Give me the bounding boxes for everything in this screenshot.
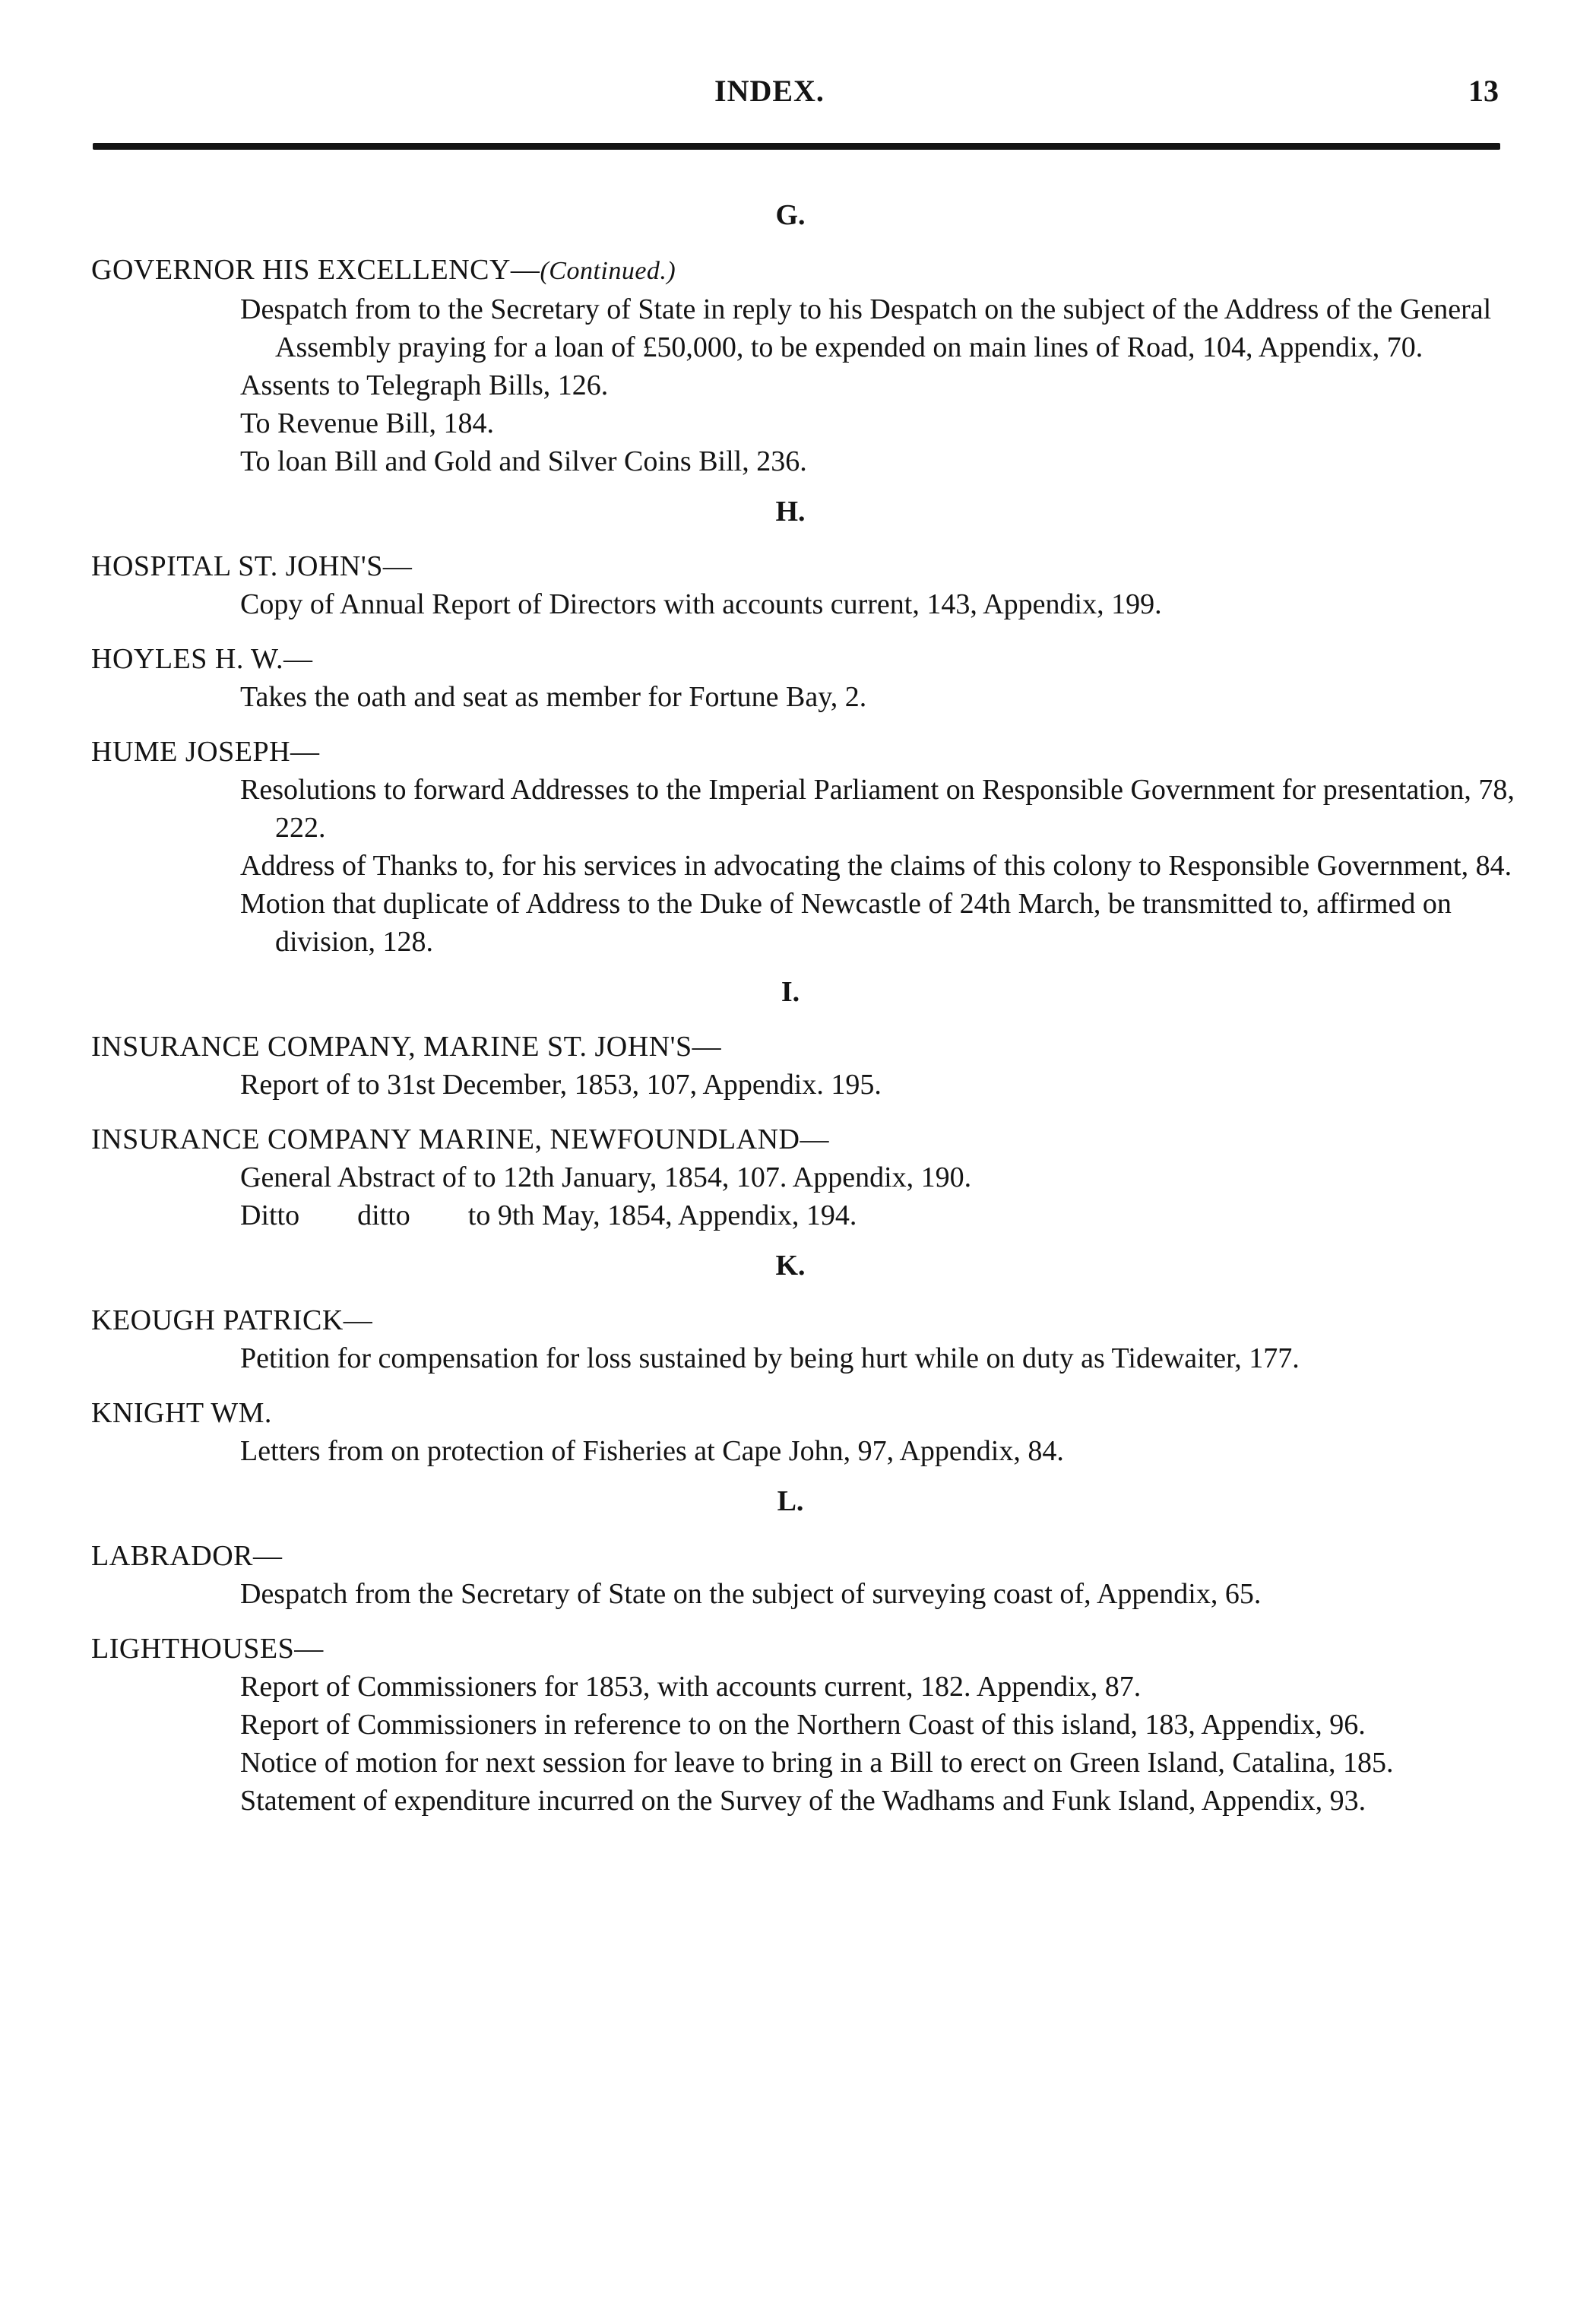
index-heading <box>91 1394 1520 1432</box>
heading-name: KNIGHT WM. <box>91 1397 272 1429</box>
index-heading <box>91 547 1520 585</box>
index-entry: Report of Commissioners for 1853, with accounts current, 182. Appendix, 87. <box>240 1671 1142 1703</box>
heading-name: INSURANCE COMPANY, MARINE ST. JOHN'S— <box>91 1031 722 1063</box>
index-heading <box>91 1630 1520 1668</box>
index-heading <box>91 251 1520 290</box>
running-head-title: INDEX. <box>714 74 825 108</box>
heading-name: KEOUGH PATRICK— <box>91 1304 373 1336</box>
index-entry: Copy of Annual Report of Directors with accounts current, 143, Appendix, 199. <box>240 588 1162 620</box>
heading-name: INSURANCE COMPANY MARINE, NEWFOUNDLAND— <box>91 1123 829 1155</box>
index-entry: Resolutions to forward Addresses to the Imperial Parliament on Responsible Government for presentation, 78, 222. <box>240 774 1522 844</box>
heading-name: LIGHTHOUSES— <box>91 1633 324 1665</box>
index-heading <box>91 1301 1520 1339</box>
section-letter: H. <box>775 496 806 528</box>
index-entry: Motion that duplicate of Address to the Duke of Newcastle of 24th March, be transmitted to, affirmed on division, 128. <box>240 888 1459 958</box>
heading-name: HOSPITAL ST. JOHN'S— <box>91 550 413 582</box>
index-entry: Ditto ditto to 9th May, 1854, Appendix, 194. <box>240 1199 857 1231</box>
section-letter: K. <box>775 1250 806 1282</box>
index-entry: Takes the oath and seat as member for Fortune Bay, 2. <box>240 681 867 713</box>
index-entry: To loan Bill and Gold and Silver Coins Bill, 236. <box>240 445 807 477</box>
index-section <box>91 973 1520 1234</box>
header-rule <box>93 143 1500 150</box>
heading-name: GOVERNOR HIS EXCELLENCY— <box>91 254 540 286</box>
section-letter: L. <box>777 1485 804 1517</box>
index-heading <box>91 1120 1520 1158</box>
index-entry: Assents to Telegraph Bills, 126. <box>240 369 609 401</box>
index-section <box>91 493 1520 961</box>
page-number: 13 <box>1468 74 1499 108</box>
index-body <box>91 182 1520 1820</box>
heading-name: LABRADOR— <box>91 1540 283 1572</box>
index-heading <box>91 733 1520 771</box>
index-entry: Report of to 31st December, 1853, 107, Appendix. 195. <box>240 1069 882 1101</box>
index-section <box>91 1247 1520 1470</box>
heading-name: HUME JOSEPH— <box>91 736 320 768</box>
index-heading <box>91 1028 1520 1066</box>
index-entry: Petition for compensation for loss sustained by being hurt while on duty as Tidewaiter, 177. <box>240 1342 1300 1374</box>
index-section <box>91 196 1520 480</box>
index-heading <box>91 1537 1520 1575</box>
index-entry: Notice of motion for next session for leave to bring in a Bill to erect on Green Island, Catalina, 185. <box>240 1747 1394 1779</box>
section-letter: G. <box>775 199 806 231</box>
index-entry: To Revenue Bill, 184. <box>240 407 495 439</box>
section-letter: I. <box>781 976 800 1008</box>
index-heading <box>91 640 1520 678</box>
index-section <box>91 1482 1520 1820</box>
heading-name: HOYLES H. W.— <box>91 643 313 675</box>
heading-note: (Continued.) <box>540 257 676 285</box>
index-entry: Address of Thanks to, for his services in advocating the claims of this colony to Responsible Government, 84. <box>240 850 1512 882</box>
index-entry: General Abstract of to 12th January, 1854, 107. Appendix, 190. <box>240 1161 972 1193</box>
index-entry: Statement of expenditure incurred on the Survey of the Wadhams and Funk Island, Appendix, 93. <box>240 1785 1366 1817</box>
index-entry: Report of Commissioners in reference to on the Northern Coast of this island, 183, Appendix, 96. <box>240 1709 1366 1741</box>
index-entry: Despatch from to the Secretary of State in reply to his Despatch on the subject of the Address of the General Assembly praying for a loan of £50,000, to be expended on main lines of Road, 104, Appendix, 70. <box>240 293 1497 363</box>
index-entry: Letters from on protection of Fisheries at Cape John, 97, Appendix, 84. <box>240 1435 1064 1467</box>
index-entry: Despatch from the Secretary of State on the subject of surveying coast of, Appendix, 65. <box>240 1578 1262 1610</box>
running-head <box>0 73 1596 119</box>
